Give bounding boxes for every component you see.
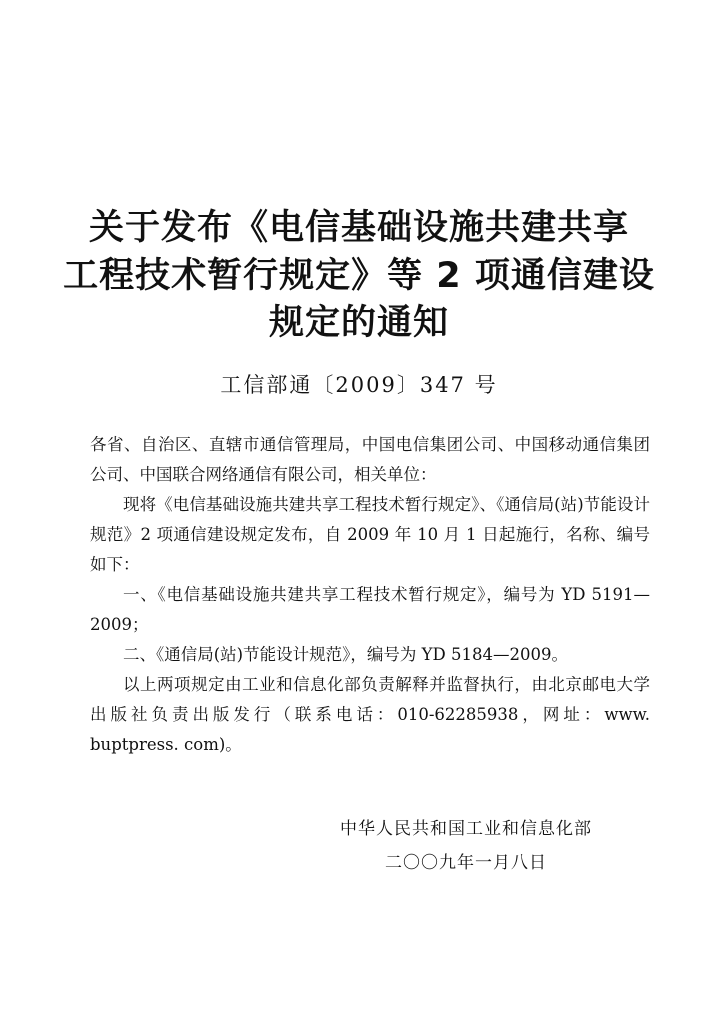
title-line-3: 规定的通知 [268,303,449,343]
title-line-1: 关于发布《电信基础设施共建共享 [88,208,629,248]
issue-date: 二〇〇九年一月八日 [385,853,547,873]
item-1-paragraph: 一、《电信基础设施共建共享工程技术暂行规定》，编号为 YD 5191—2009； [90,585,650,634]
item-2-paragraph: 二、《通信局(站)节能设计规范》，编号为 YD 5184—2009。 [123,645,568,664]
issuer-signature: 中华人民共和国工业和信息化部 [340,819,592,839]
announcement-paragraph: 现将《电信基础设施共建共享工程技术暂行规定》、《通信局(站)节能设计规范》2 项通信建设规定发布，自 2009 年 10 月 1 日起施行，名称、编号如下： [90,495,650,574]
addressee-paragraph: 各省、自治区、直辖市通信管理局，中国电信集团公司、中国移动通信集团公司、中国联合网络通信有限公司，相关单位： [90,435,650,484]
document-number: 工信部通〔2009〕347 号 [220,373,498,397]
responsibility-paragraph: 以上两项规定由工业和信息化部负责解释并监督执行，由北京邮电大学出版社负责出版发行（联系电话：010-62285938，网址：www. buptpress. com)。 [90,675,650,754]
title-line-2: 工程技术暂行规定》等 2 项通信建设 [63,256,655,296]
document-body [90,430,650,760]
